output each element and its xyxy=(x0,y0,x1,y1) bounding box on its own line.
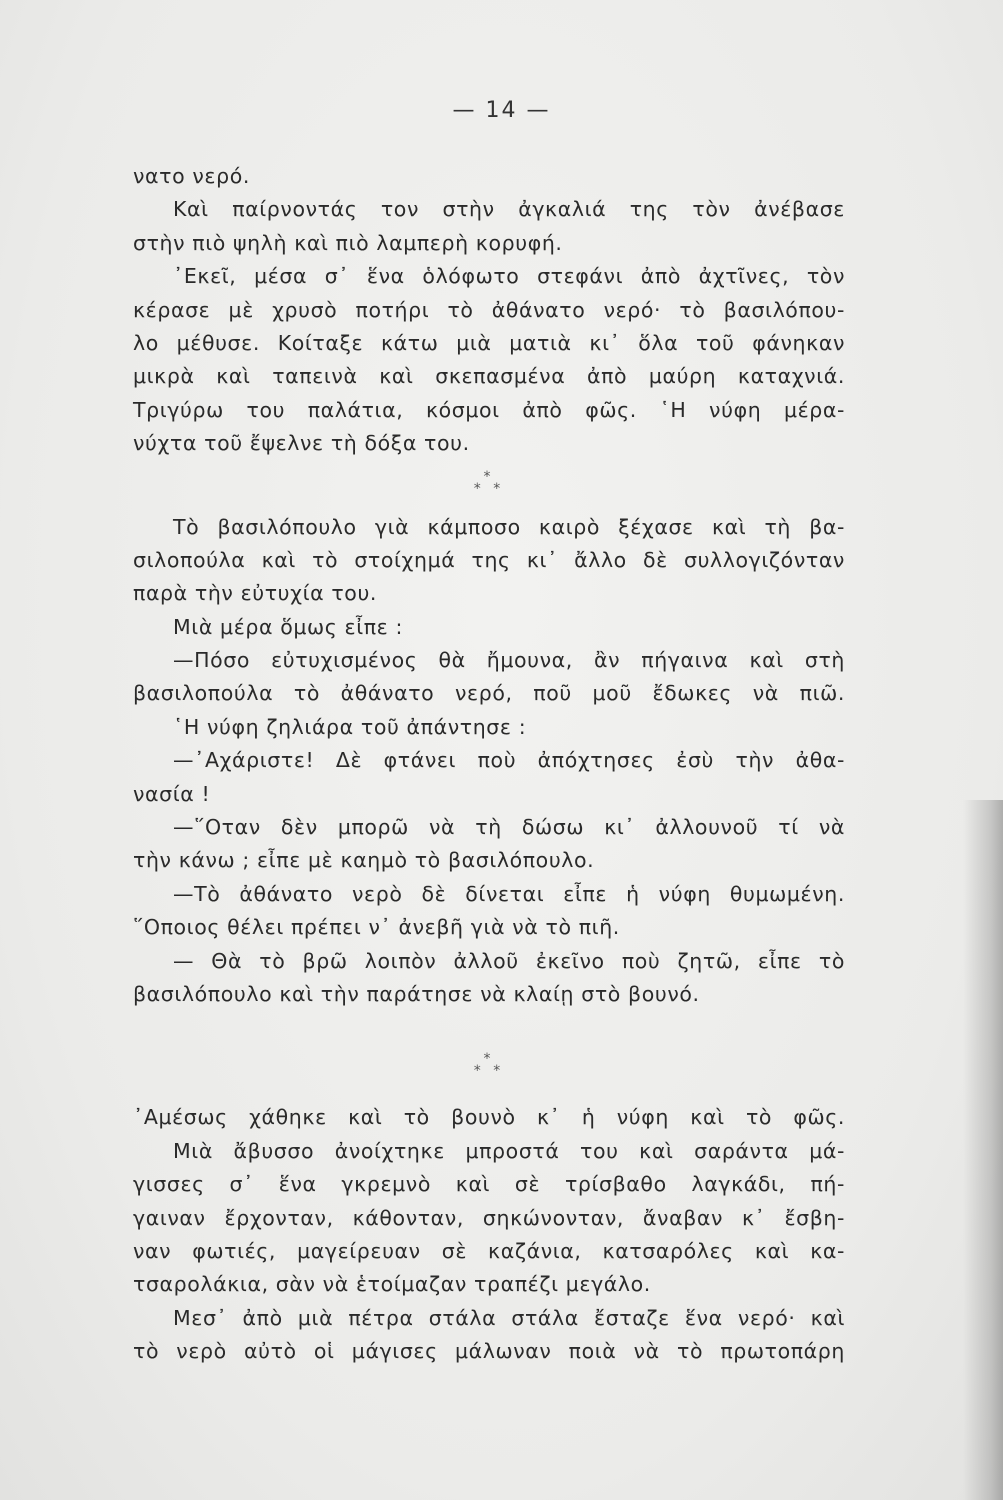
text-line: Μιὰ μέρα ὅμως εἶπε : xyxy=(173,614,403,639)
text-line: ᾿Αμέσως χάθηκε καὶ τὸ βουνὸ κ᾿ ἡ νύφη καὶ τὸ φῶς. xyxy=(133,1105,845,1130)
text-line: στὴν πιὸ ψηλὴ καὶ πιὸ λαμπερὴ κορυφή. xyxy=(133,230,563,255)
separator-stars: * * xyxy=(473,1063,505,1080)
text-line: τὸ νερὸ αὐτὸ οἱ μάγισες μάλωναν ποιὰ νὰ τὸ πρωτοπάρη xyxy=(133,1339,845,1364)
text-line: —Τὸ ἀθάνατο νερὸ δὲ δίνεται εἶπε ἡ νύφη θυμωμένη. xyxy=(173,881,845,906)
text-line: Τριγύρω του παλάτια, κόσμοι ἀπὸ φῶς. ῾Η νύφη μέρα- xyxy=(133,397,845,422)
text-line: ῞Οποιος θέλει πρέπει ν᾿ ἀνεβῆ γιὰ νὰ τὸ πιῆ. xyxy=(133,915,620,940)
text-line: Μιὰ ἄβυσσο ἀνοίχτηκε μπροστά του καὶ σαράντα μά- xyxy=(173,1138,845,1163)
text-line: σιλοπούλα καὶ τὸ στοίχημά της κι᾿ ἄλλο δὲ συλλογιζόνταν xyxy=(133,547,845,572)
text-line: ᾿Εκεῖ, μέσα σ᾿ ἕνα ὁλόφωτο στεφάνι ἀπὸ ἀχτῖνες, τὸν xyxy=(173,264,845,289)
text-line: μικρὰ καὶ ταπεινὰ καὶ σκεπασμένα ἀπὸ μαύρη καταχνιά. xyxy=(133,364,845,389)
section-separator xyxy=(133,1011,845,1101)
text-line: ῾Η νύφη ζηλιάρα τοῦ ἀπάντησε : xyxy=(173,714,527,739)
page-body xyxy=(133,160,845,1369)
text-line: — Θὰ τὸ βρῶ λοιπὸν ἀλλοῦ ἐκεῖνο ποὺ ζητῶ, εἶπε τὸ xyxy=(173,948,845,973)
text-line: νύχτα τοῦ ἔψελνε τὴ δόξα του. xyxy=(133,431,470,456)
separator-stars: * * xyxy=(473,480,505,497)
text-line: βασιλόπουλο καὶ τὴν παράτησε νὰ κλαίῃ στὸ βουνό. xyxy=(133,981,700,1006)
text-line: νατο νερό. xyxy=(133,164,250,188)
text-line: τὴν κάνω ; εἶπε μὲ καημὸ τὸ βασιλόπουλο. xyxy=(133,848,595,873)
section-separator xyxy=(133,461,845,511)
separator-star: * xyxy=(483,468,495,485)
text-line: Τὸ βασιλόπουλο γιὰ κάμποσο καιρὸ ξέχασε καὶ τὴ βα- xyxy=(173,514,845,539)
text-line: τσαρολάκια, σὰν νὰ ἑτοίμαζαν τραπέζι μεγάλο. xyxy=(133,1272,651,1297)
text-line: βασιλοπούλα τὸ ἀθάνατο νερό, ποῦ μοῦ ἔδωκες νὰ πιῶ. xyxy=(133,681,845,706)
text-line: νασία ! xyxy=(133,781,211,806)
text-line: ναν φωτιές, μαγείρευαν σὲ καζάνια, κατσαρόλες καὶ κα- xyxy=(133,1238,845,1263)
text-line: Καὶ παίρνοντάς τον στὴν ἀγκαλιά της τὸν ἀνέβασε xyxy=(173,197,845,222)
text-line: κέρασε μὲ χρυσὸ ποτήρι τὸ ἀθάνατο νερό· τὸ βασιλόπου- xyxy=(133,297,845,322)
text-line: παρὰ τὴν εὐτυχία του. xyxy=(133,581,378,606)
page-edge-shadow xyxy=(963,800,1003,1500)
text-line: Μεσ᾿ ἀπὸ μιὰ πέτρα στάλα στάλα ἔσταζε ἕνα νερό· καὶ xyxy=(173,1305,845,1330)
text-line: —῞Οταν δὲν μπορῶ νὰ τὴ δώσω κι᾿ ἀλλουνοῦ τί νὰ xyxy=(173,815,845,840)
page-number: — 14 — xyxy=(452,98,551,123)
text-line: λο μέθυσε. Κοίταξε κάτω μιὰ ματιὰ κι᾿ ὅλα τοῦ φάνηκαν xyxy=(133,330,845,355)
separator-star: * xyxy=(483,1051,495,1068)
text-line: —Πόσο εὐτυχισμένος θὰ ἤμουνα, ἂν πήγαινα καὶ στὴ xyxy=(173,648,845,673)
text-line: γισσες σ᾿ ἕνα γκρεμνὸ καὶ σὲ τρίσβαθο λαγκάδι, πή- xyxy=(133,1172,845,1197)
text-line: γαιναν ἔρχονταν, κάθονταν, σηκώνονταν, ἄναβαν κ᾿ ἔσβη- xyxy=(133,1205,845,1230)
text-line: —᾿Αχάριστε! Δὲ φτάνει ποὺ ἀπόχτησες ἐσὺ τὴν ἀθα- xyxy=(173,748,845,773)
